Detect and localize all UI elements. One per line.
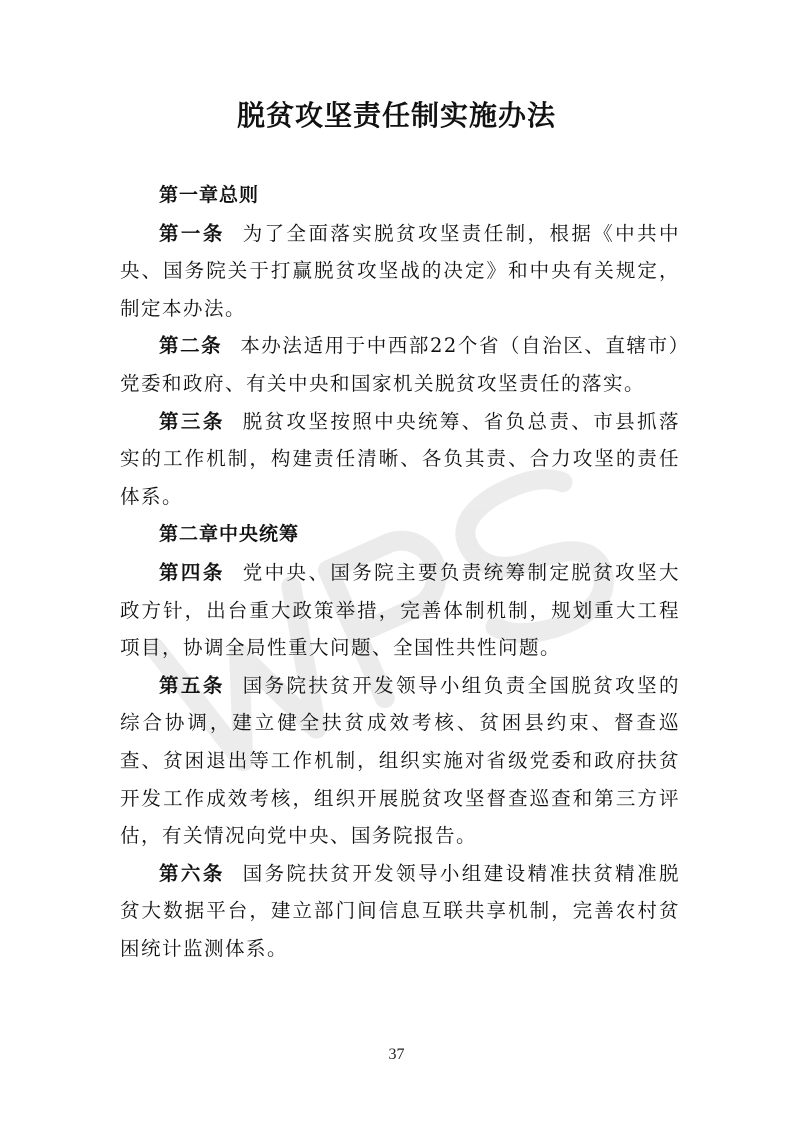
chapter-number: 第二章 <box>159 523 220 546</box>
chapter-name: 总则 <box>219 184 260 206</box>
article-label: 第二条 <box>159 334 223 358</box>
chapter-heading <box>120 515 680 554</box>
article-paragraph <box>120 855 680 968</box>
article-text: 国务院扶贫开发领导小组建设精准扶贫精准脱贫大数据平台，建立部门间信息互联共享机制，完善农村贫困统计监测体系。 <box>120 861 680 960</box>
article-text: 为了全面落实脱贫攻坚责任制，根据《中共中央、国务院关于打赢脱贫攻坚战的决定》和中央有关规定，制定本办法。 <box>120 221 680 320</box>
article-label: 第一条 <box>159 221 225 245</box>
article-paragraph <box>120 327 680 402</box>
article-paragraph <box>120 215 680 328</box>
article-text: 国务院扶贫开发领导小组负责全国脱贫攻坚的综合协调，建立健全扶贫成效考核、贫困县约束、督查巡查、贫困退出等工作机制，组织实施对省级党委和政府扶贫开发工作成效考核，组织开展脱贫攻坚督查巡查和第三方评估，有关情况向党中央、国务院报告。 <box>120 673 680 848</box>
chapter-heading <box>120 176 680 215</box>
article-text: 脱贫攻坚按照中央统筹、省负总责、市县抓落实的工作机制，构建责任清晰、各负其责、合力攻坚的责任体系。 <box>120 409 680 508</box>
page-number: 37 <box>388 1046 405 1063</box>
article-label: 第六条 <box>159 861 225 885</box>
chapter-name: 中央统筹 <box>219 523 300 546</box>
article-label: 第五条 <box>159 673 225 697</box>
article-text: 党中央、国务院主要负责统筹制定脱贫攻坚大政方针，出台重大政策举措，完善体制机制，规划重大工程项目，协调全局性重大问题、全国性共性问题。 <box>120 560 680 660</box>
chapter-number: 第一章 <box>159 184 220 206</box>
article-label: 第三条 <box>159 409 225 433</box>
document-body <box>120 176 680 967</box>
article-paragraph <box>120 667 680 855</box>
document-title: 脱贫攻坚责任制实施办法 <box>236 99 556 132</box>
article-paragraph <box>120 554 680 667</box>
article-paragraph <box>120 403 680 516</box>
article-label: 第四条 <box>159 560 225 584</box>
article-text: 本办法适用于中西部22个省（自治区、直辖市）党委和政府、有关中央和国家机关脱贫攻坚责任的落实。 <box>120 334 680 395</box>
